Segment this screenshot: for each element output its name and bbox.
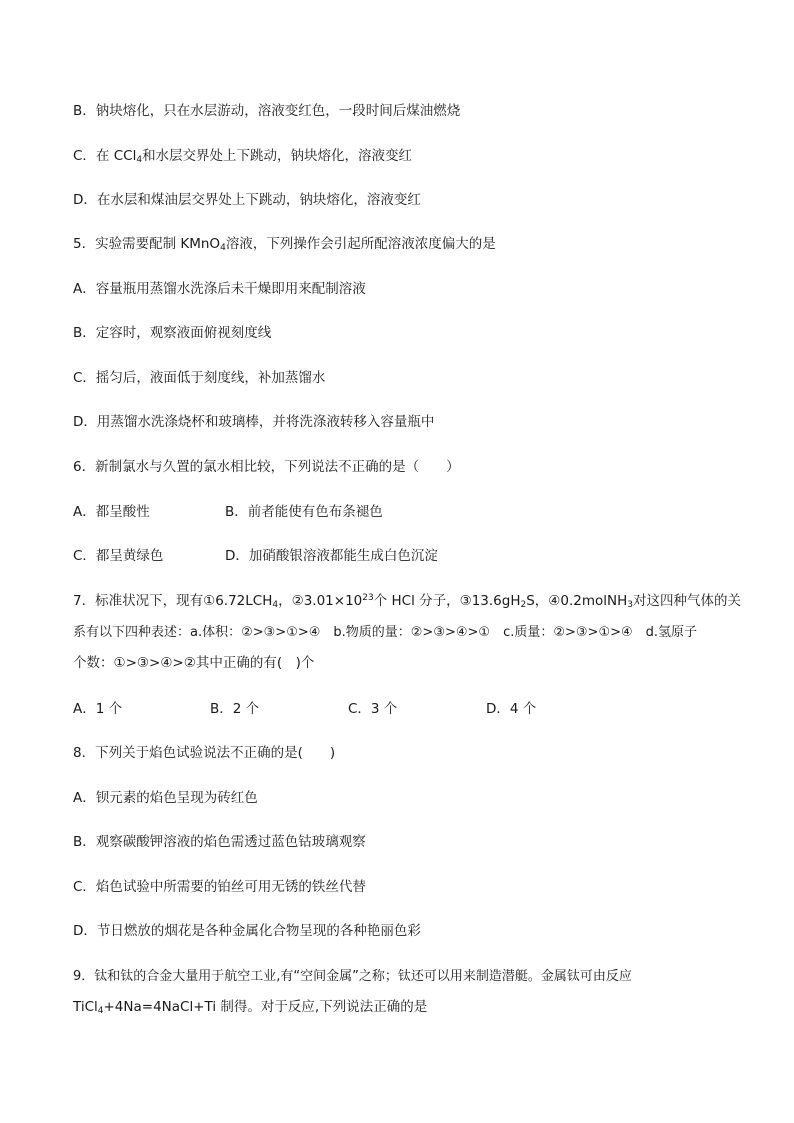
q7-stem-line1: 7．标准状况下，现有$①6.72LCH_4$，$②3.01\times 10^{23}$个 HCl 分子，$③13.6gH_2S$，④0.2molNH$_3$对这四种气体的关	[73, 593, 742, 610]
q5-option-c: C．摇匀后，液面低于刻度线，补加蒸馏水	[73, 370, 326, 386]
q7-option-c: C．3 个	[348, 701, 398, 717]
q8-option-a: A．钡元素的焰色呈现为砖红色	[73, 790, 258, 806]
q7-option-b: B．2 个	[210, 701, 260, 717]
q6-stem: 6．新制氯水与久置的氯水相比较，下列说法不正确的是（ ）	[73, 459, 460, 475]
q5-option-d: D．用蒸馏水洗涤烧杯和玻璃棒，并将洗涤液转移入容量瓶中	[73, 414, 435, 430]
q7-stem-line2: 系有以下四种表述：a.体积：②>③>①>④ b.物质的量：②>③>④>① c.质量：②>③>①>④ d.氢原子	[73, 625, 698, 640]
q5-stem: 5．实验需要配制 KMnO$_4$溶液，下列操作会引起所配溶液浓度偏大的是	[73, 236, 496, 253]
q8-option-d: D．节日燃放的烟花是各种金属化合物呈现的各种艳丽色彩	[73, 923, 421, 939]
q4-option-d: D．在水层和煤油层交界处上下跳动，钠块熔化，溶液变红	[73, 192, 421, 208]
q7-option-a: A．1 个	[73, 701, 123, 717]
q4-option-b: B．钠块熔化，只在水层游动，溶液变红色，一段时间后煤油燃烧	[73, 103, 461, 119]
q4-option-c: C．在 CCl$_4$和水层交界处上下跳动，钠块熔化，溶液变红	[73, 148, 413, 165]
q6-option-b: B．前者能使有色布条褪色	[225, 504, 383, 520]
q8-option-b: B．观察碳酸钾溶液的焰色需透过蓝色钴玻璃观察	[73, 834, 366, 850]
q9-stem-line1: 9．钛和钛的合金大量用于航空工业,有“空间金属”之称；钛还可以用来制造潜艇。金属钛可由反应	[73, 969, 632, 984]
q6-option-d: D．加硝酸银溶液都能生成白色沉淀	[225, 548, 438, 564]
q8-stem: 8．下列关于焰色试验说法不正确的是( )	[73, 745, 336, 761]
q5-option-a: A．容量瓶用蒸馏水洗涤后未干燥即用来配制溶液	[73, 281, 366, 297]
q7-option-d: D．4 个	[486, 701, 537, 717]
q9-stem-line2: TiCl$_4$+4Na=4NaCl+Ti 制得。对于反应,下列说法正确的是	[73, 999, 428, 1016]
q8-option-c: C．焰色试验中所需要的铂丝可用无锈的铁丝代替	[73, 879, 366, 895]
q5-option-b: B．定容时，观察液面俯视刻度线	[73, 325, 272, 341]
q6-option-a: A．都呈酸性	[73, 504, 150, 520]
q6-option-c: C．都呈黄绿色	[73, 548, 164, 564]
q7-stem-line3: 个数：①>③>④>②其中正确的有( )个	[73, 655, 315, 671]
